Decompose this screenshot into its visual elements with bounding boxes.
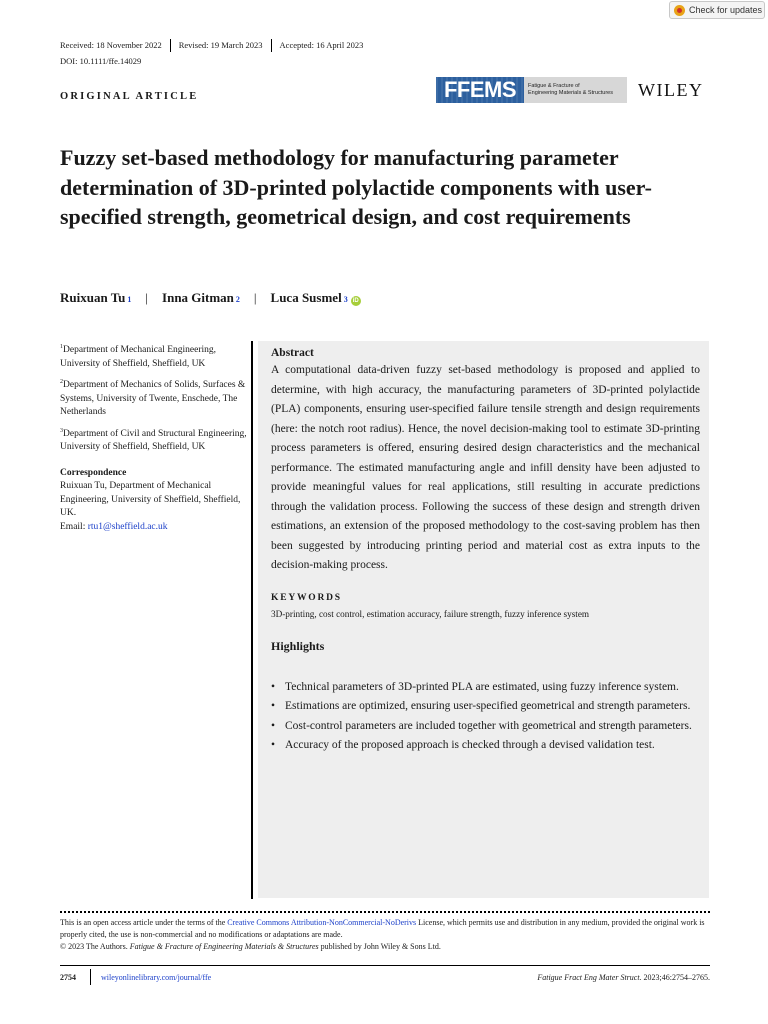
author-name[interactable]: Ruixuan Tu	[60, 290, 126, 305]
author-affiliation-ref[interactable]: 2	[235, 295, 240, 304]
doi: DOI: 10.1111/ffe.14029	[60, 56, 142, 66]
author-divider: |	[145, 290, 149, 305]
license-link[interactable]: Creative Commons Attribution-NonCommercial-NoDerivs	[227, 918, 417, 927]
footer-rule	[60, 965, 710, 966]
date-divider	[271, 39, 272, 52]
correspondence-heading: Correspondence	[60, 467, 127, 478]
check-for-updates-button[interactable]	[669, 1, 765, 19]
column-divider	[251, 341, 253, 899]
highlight-item: • Estimations are optimized, ensuring user-specified geometrical and strength parameters.	[271, 697, 700, 717]
affiliation: $^2$Department of Mechanics of Solids, Surfaces & Systems, University of Twente, Enschede, The Netherlands	[60, 379, 246, 418]
correspondence-email: Email: rtu1@sheffield.ac.uk	[60, 521, 168, 532]
author-affiliation-ref[interactable]: 3	[343, 295, 348, 304]
author-affiliation-ref[interactable]: 1	[127, 295, 132, 304]
author-divider: |	[253, 290, 257, 305]
journal-logo-mark: FFEMS	[436, 77, 524, 103]
revised-date: Revised: 19 March 2023	[178, 40, 263, 50]
article-type: ORIGINAL ARTICLE	[60, 91, 199, 102]
footer-divider	[90, 969, 91, 985]
check-for-updates-label: Check for updates	[689, 5, 763, 15]
highlights-list	[271, 678, 700, 756]
accepted-date: Accepted: 16 April 2023	[279, 40, 364, 50]
orcid-icon[interactable]: iD	[352, 298, 359, 304]
publisher-logo: WILEY	[638, 80, 704, 100]
license-notice: This is an open access article under the terms of the Creative Commons Attribution-NonCommercial-NoDerivs License, which permits use and distribution in any medium, provided the original work is properly cited, the use is non-commercial and no modifications or adaptations are made. © 2023 The Authors. Fatigue & Fracture of Engineering Materials & Structures published by John Wiley & Sons Ltd.	[60, 918, 705, 951]
keywords-heading: KEYWORDS	[271, 592, 342, 603]
journal-url-link[interactable]: wileyonlinelibrary.com/journal/ffe	[101, 972, 212, 982]
author-list	[60, 290, 361, 306]
affiliations-column	[60, 341, 250, 534]
highlight-item: • Technical parameters of 3D-printed PLA are estimated, using fuzzy inference system.	[271, 678, 700, 698]
date-divider	[170, 39, 171, 52]
update-badge-icon	[674, 5, 685, 16]
abstract-box	[258, 341, 709, 898]
article-title: Fuzzy set-based methodology for manufacturing parameter determination of 3D-printed polylactide components with user-specified strength, geometrical design, and cost requirements	[60, 145, 652, 229]
license-divider	[60, 911, 710, 913]
correspondence-text: Ruixuan Tu, Department of Mechanical Engineering, University of Sheffield, Sheffield, UK.	[60, 481, 241, 519]
author-name[interactable]: Luca Susmel	[270, 290, 342, 305]
received-date: Received: 18 November 2022	[60, 40, 162, 50]
journal-logo-text: Fatigue & Fracture of Engineering Materials & Structures	[524, 77, 627, 103]
highlight-item: • Cost-control parameters are included together with geometrical and strength parameters.	[271, 717, 700, 737]
email-link[interactable]: rtu1@sheffield.ac.uk	[87, 521, 168, 532]
abstract-text: A computational data-driven fuzzy set-based methodology is proposed and applied to determine, with high accuracy, the manufacturing parameters of 3D-printed polylactide (PLA) components, ensuring user-specified failure tensile strength and design requirements (here: the notch root radius). Hence, the novel decision-making tool to estimate 3D-printing process parameters is offered, ensuring desired design characteristics and the mechanical performance. The estimated manufacturing angle and infill density have been adjusted to provide meaningful values for real applications, still resulting in accurate predictions through the validation process. Following the success of these design and strength driven estimations, an extension of the proposed methodology to the cost-saving problem has then been suggested by introducing printing period and material cost as extra inputs to the decision-making process.	[271, 364, 700, 571]
affiliation: $^1$Department of Mechanical Engineering, University of Sheffield, Sheffield, UK	[60, 344, 216, 369]
highlight-item: • Accuracy of the proposed approach is checked through a devised validation test.	[271, 736, 700, 756]
affiliation: $^3$Department of Civil and Structural Engineering, University of Sheffield, Sheffield, UK	[60, 427, 247, 453]
keywords-text: 3D-printing, cost control, estimation accuracy, failure strength, fuzzy inference system	[271, 608, 590, 619]
abstract-heading: Abstract	[271, 347, 314, 359]
page-number: 2754	[60, 972, 76, 982]
journal-logo	[436, 77, 627, 103]
article-dates	[60, 39, 363, 51]
citation: Fatigue Fract Eng Mater Struct. 2023;46:2754–2765.	[537, 972, 710, 982]
highlights-heading: Highlights	[271, 638, 325, 653]
author-name[interactable]: Inna Gitman	[162, 290, 234, 305]
page-footer	[60, 969, 710, 985]
